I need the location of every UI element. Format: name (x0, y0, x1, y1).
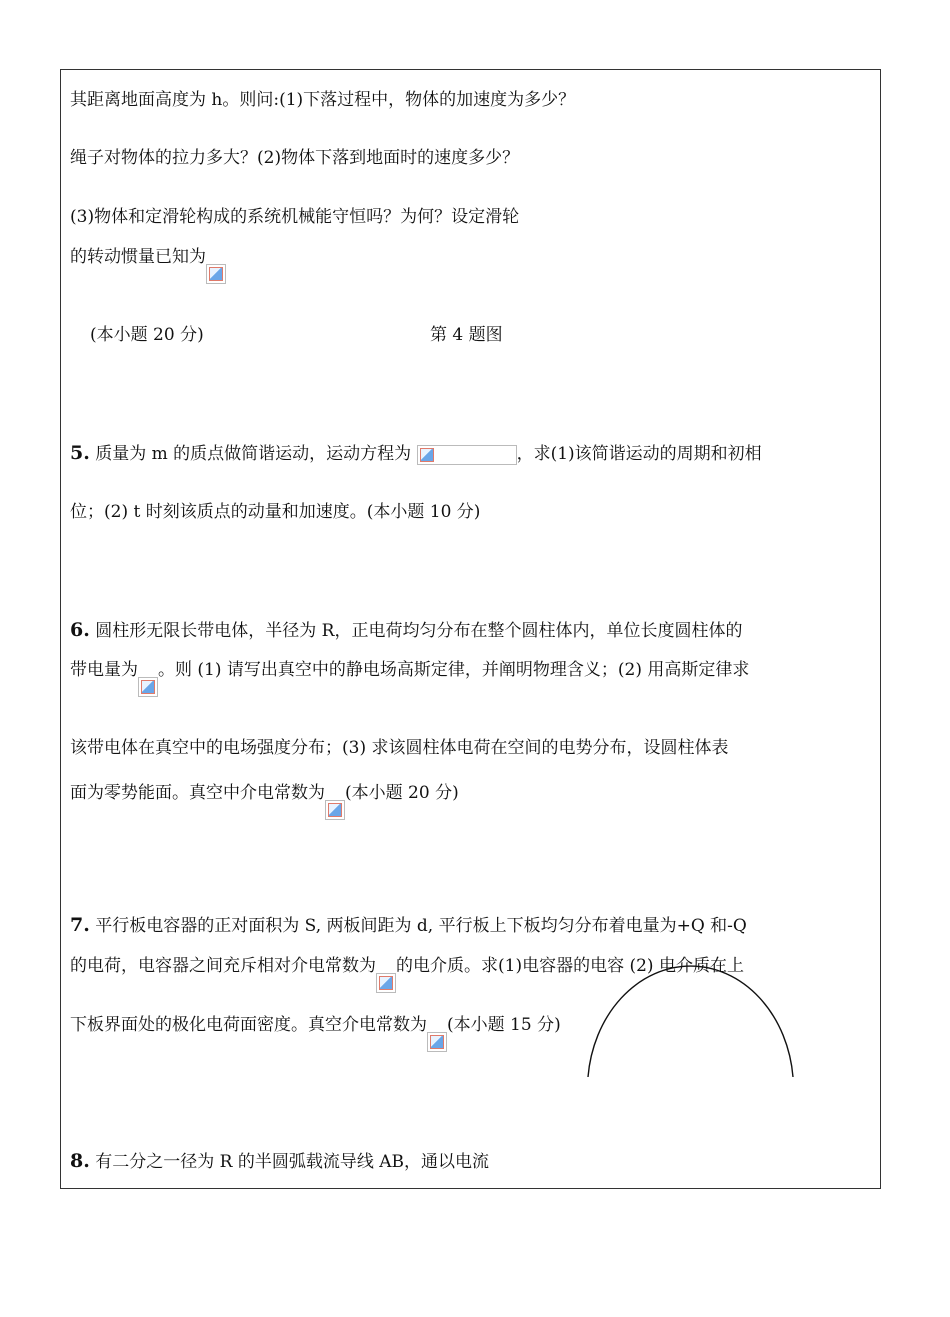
q7-number: 7. (70, 914, 90, 936)
q4-line-1: 其距离地面高度为 h。则问:(1)下落过程中，物体的加速度为多少？ (70, 90, 576, 110)
q4-line-4: 的转动惯量已知为 (70, 245, 226, 284)
q7-line-2: 的电荷，电容器之间充斥相对介电常数为 的电介质。求(1)电容器的电容 (2) 电介质在上 (70, 954, 744, 993)
image-placeholder-icon (376, 973, 396, 993)
q4-figure-caption: 第 4 题图 (430, 325, 503, 345)
q5-number: 5. (70, 442, 90, 464)
q6-number: 6. (70, 619, 90, 641)
q5-line-2: 位；(2) t 时刻该质点的动量和加速度。(本小题 10 分) (70, 502, 481, 522)
image-placeholder-icon (206, 264, 226, 284)
image-placeholder-icon (138, 677, 158, 697)
q6-line-3: 该带电体在真空中的电场强度分布；(3) 求该圆柱体电荷在空间的电势分布，设圆柱体表 (70, 738, 729, 758)
q5-line-1: 5. 质量为 m 的质点做简谐运动，运动方程为 ，求(1)该简谐运动的周期和初相 (70, 442, 762, 464)
q4-line-2: 绳子对物体的拉力多大？(2)物体下落到地面时的速度多少？ (70, 148, 520, 168)
q4-line-3: (3)物体和定滑轮构成的系统机械能守恒吗？为何？设定滑轮 (70, 207, 520, 227)
q7-line-3: 下板界面处的极化电荷面密度。真空介电常数为 (本小题 15 分) (70, 1013, 561, 1052)
q6-line-4: 面为零势能面。真空中介电常数为 (本小题 20 分) (70, 781, 459, 820)
semicircle-arc-figure (580, 945, 800, 1085)
image-placeholder-icon (325, 800, 345, 820)
q4-score: (本小题 20 分) (90, 325, 204, 345)
q8-line-1: 8. 有二分之一径为 R 的半圆弧载流导线 AB，通以电流 (70, 1150, 490, 1172)
q6-line-1: 6. 圆柱形无限长带电体，半径为 R，正电荷均匀分布在整个圆柱体内，单位长度圆柱体的 (70, 619, 743, 641)
q7-line-1: 7. 平行板电容器的正对面积为 S, 两板间距为 d, 平行板上下板均匀分布着电量为+Q 和-Q (70, 914, 747, 936)
q6-line-2: 带电量为 。则 (1) 请写出真空中的静电场高斯定律，并阐明物理含义；(2) 用高斯定律求 (70, 658, 749, 697)
image-placeholder-icon (427, 1032, 447, 1052)
q8-number: 8. (70, 1150, 90, 1172)
equation-image-icon (417, 445, 517, 465)
